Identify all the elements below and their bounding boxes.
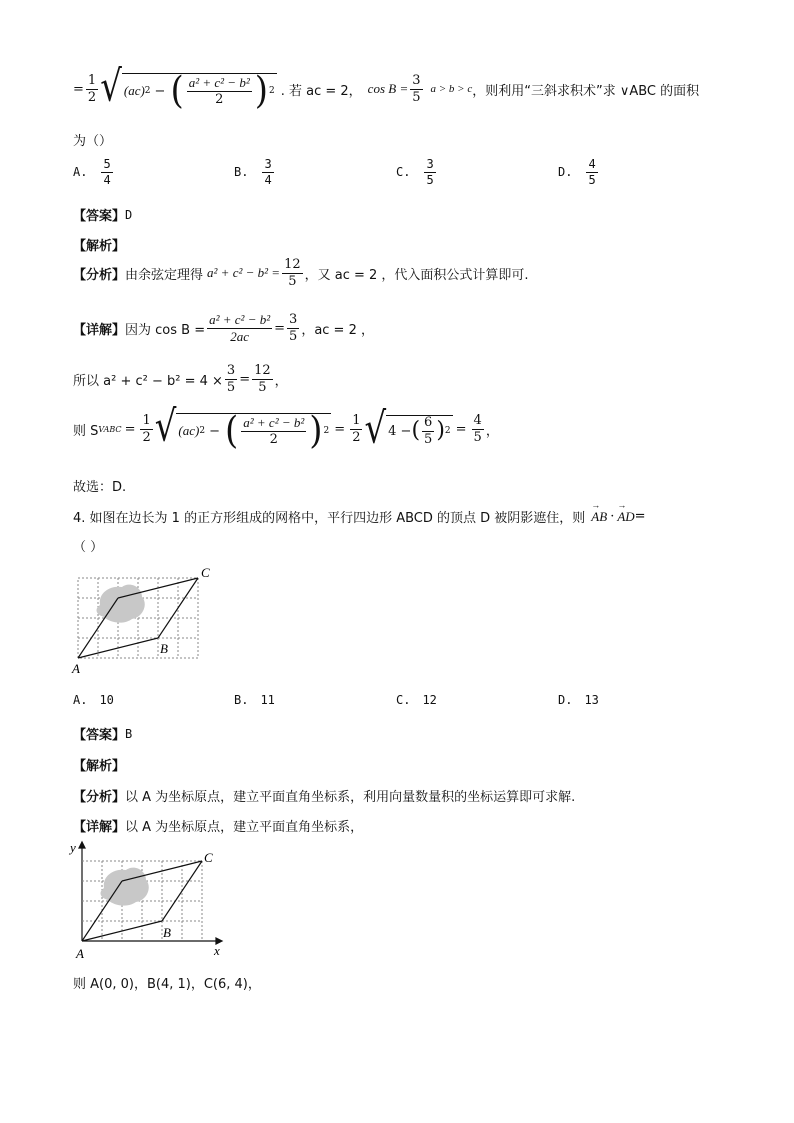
q4-option-a[interactable]: A. 10 — [73, 693, 114, 707]
q4-fenxi: 【分析】 以 A 为坐标原点，建立平面直角坐标系，利用向量数量积的坐标运算即可求解. — [73, 790, 576, 805]
q3-xiangjie: 【详解】 因为 cos B = $\frac{\text{a² + c² − b²}}{2ac}$ = $\frac{3}{5}$ ，ac = 2 ， — [73, 312, 374, 344]
q3-fenxi: 【分析】 由余弦定理得 a² + c² − b² = $\frac{12}{5}$ ，又 ac = 2 ，代入面积公式计算即可. — [73, 257, 529, 289]
sqrt-expression: √ (ac) 2 − ( $\frac{\text{a² + c² − b²}}{2}$ ) 2 — [100, 61, 275, 113]
label-x: x — [214, 943, 220, 958]
vector-ad: → AD — [617, 499, 635, 524]
q3-option-c[interactable]: C. $\frac{3}{5}$ — [396, 157, 434, 187]
label-a: A — [72, 661, 80, 676]
label-c: C — [204, 850, 213, 865]
label-b: B — [160, 641, 168, 656]
label-a: A — [76, 946, 84, 961]
formula-line: = $\frac{1}{2}$ √ (ac) 2 − ( $\frac{\text{a² + c² − b²}}{2}$ ) 2 . 若 ac = 2， cos B = $\frac{3}{5}$ a > b > c ，则利用“三斜求积术”求 ∨ABC 的面积 — [73, 61, 700, 113]
shaded-blob — [101, 868, 149, 906]
lead-equals: = — [73, 81, 84, 97]
vector-ab: → AB — [591, 499, 608, 524]
sqrt-sign: √ — [100, 61, 122, 112]
label-c: C — [201, 565, 210, 580]
label-y: y — [70, 840, 76, 855]
q4-stem: 4. 如图在边长为 1 的正方形组成的网格中，平行四边形 ABCD 的顶点 D 被阴影遮住，则 → AB · → AD = — [73, 499, 646, 526]
line-wei: 为（） — [73, 134, 113, 149]
q3-option-d[interactable]: D. $\frac{4}{5}$ — [558, 157, 596, 187]
q4-coords: 则 A(0, 0)，B(4, 1)，C(6, 4)， — [73, 977, 261, 992]
label-b: B — [163, 925, 171, 940]
q3-ze: 则 S VABC = $\frac{1}{2}$ √ (ac) 2 − ( $\frac{\text{a² + c² − b²}}{2}$ ) 2 = $\frac{1}{2}$ √ 4 − ( $\frac{6}{5}$ ) 2 = $\frac{4}{5}$ ， — [73, 401, 499, 454]
q3-option-b[interactable]: B. $\frac{3}{4}$ — [234, 157, 272, 187]
shaded-blob — [97, 585, 145, 623]
figure-grid-2 — [66, 840, 228, 962]
q4-jiexi: 【解析】 — [73, 759, 126, 774]
q3-guxuan: 故选：D. — [73, 480, 127, 495]
q3-jiexi: 【解析】 — [73, 239, 126, 254]
q4-option-c[interactable]: C. 12 — [396, 693, 437, 707]
q4-option-d[interactable]: D. 13 — [558, 693, 599, 707]
axes — [79, 842, 222, 944]
q4-answer: 【答案】 B — [73, 726, 133, 743]
q3-option-a[interactable]: A. $\frac{5}{4}$ — [73, 157, 111, 187]
figure-grid-1 — [70, 565, 220, 680]
q3-suoyi: 所以 a² + c² − b² = 4 × $\frac{3}{5}$ = $\frac{12}{5}$ ， — [73, 363, 288, 395]
q4-blank: （ ） — [73, 540, 104, 555]
q4-xiangjie: 【详解】 以 A 为坐标原点，建立平面直角坐标系， — [73, 820, 364, 835]
q3-answer: 【答案】 D — [73, 207, 133, 224]
half-fraction: $\frac{1}{2}$ — [87, 72, 97, 105]
q4-option-b[interactable]: B. 11 — [234, 693, 275, 707]
